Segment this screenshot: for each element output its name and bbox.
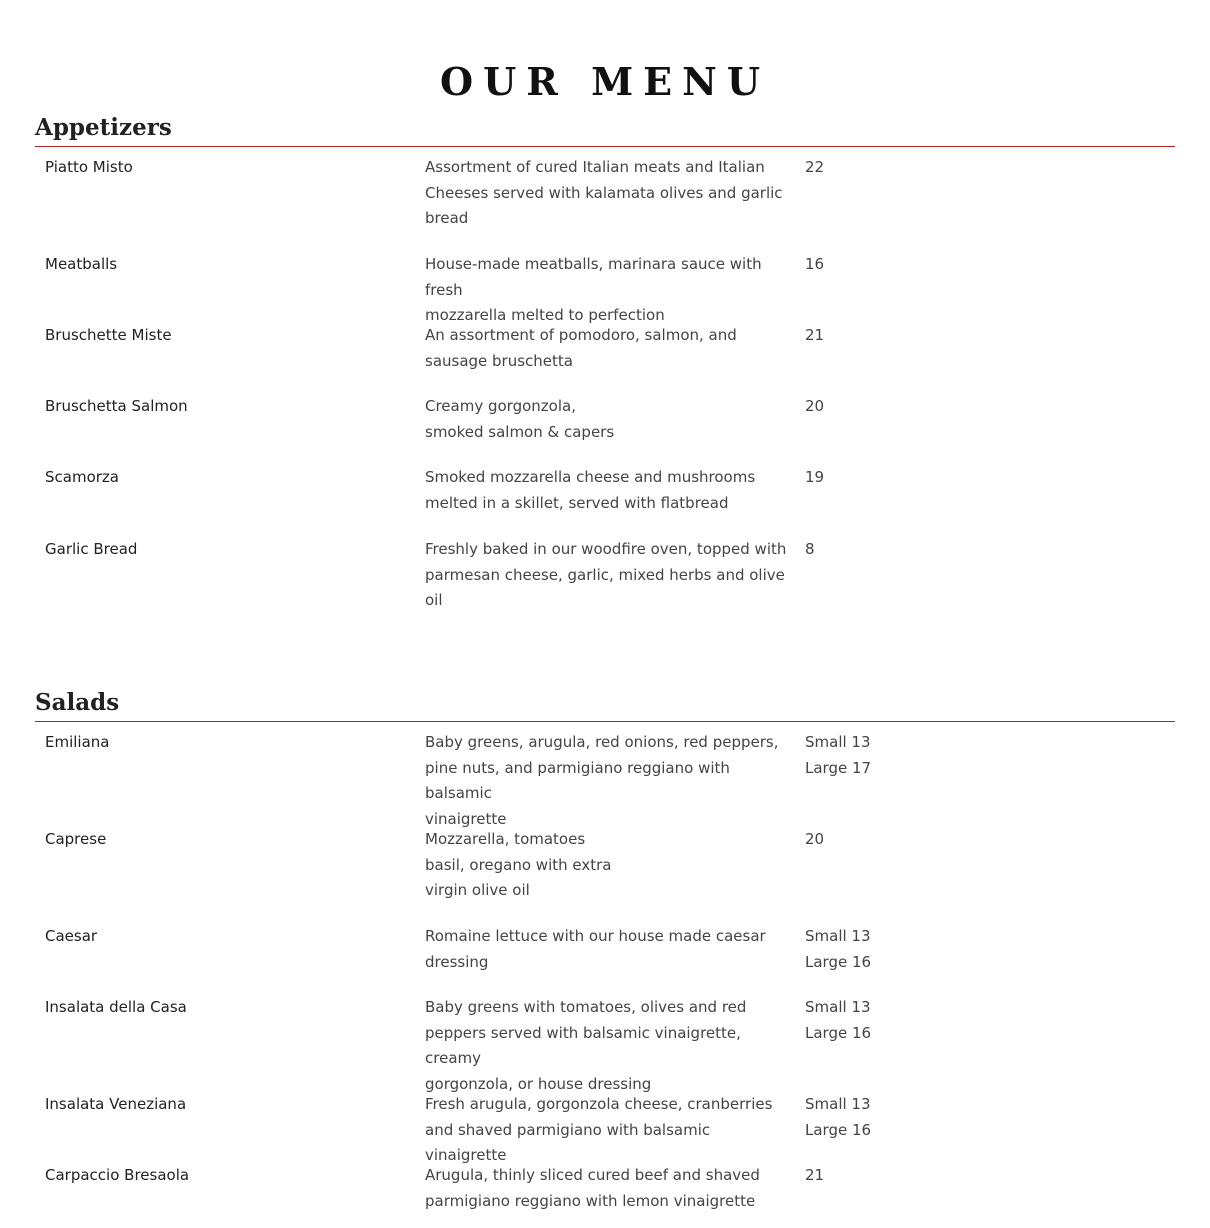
- item-description: Romaine lettuce with our house made caesar dressing: [425, 927, 766, 971]
- section-salads: [35, 687, 1175, 1210]
- item-name: Insalata della Casa: [45, 998, 187, 1016]
- item-name: Meatballs: [45, 255, 118, 273]
- item-description: Mozzarella, tomatoes basil, oregano with extra virgin olive oil: [425, 830, 612, 899]
- item-name: Insalata Veneziana: [45, 1095, 187, 1113]
- item-name: Bruschette Miste: [45, 326, 172, 344]
- item-name: Piatto Misto: [45, 158, 133, 176]
- item-name: Caprese: [45, 830, 107, 848]
- item-price: Small 13 Large 16: [805, 927, 872, 971]
- item-price: 21: [805, 326, 825, 344]
- item-price: Small 13 Large 16: [805, 1095, 872, 1139]
- item-name: Emiliana: [45, 733, 110, 751]
- item-description: House-made meatballs, marinara sauce with fresh mozzarella melted to perfection: [425, 255, 762, 324]
- item-name: Carpaccio Bresaola: [45, 1166, 190, 1184]
- item-description: Assortment of cured Italian meats and Italian Cheeses served with kalamata olives and garlic bread: [425, 158, 783, 227]
- item-price: 16: [805, 255, 825, 273]
- item-description: Smoked mozzarella cheese and mushrooms melted in a skillet, served with flatbread: [425, 468, 756, 512]
- item-price: 20: [805, 830, 825, 848]
- section-appetizers: [35, 112, 1175, 609]
- item-price: 8: [805, 540, 815, 558]
- item-name: Bruschetta Salmon: [45, 397, 188, 415]
- item-description: Freshly baked in our woodfire oven, topped with parmesan cheese, garlic, mixed herbs and olive oil: [425, 540, 787, 609]
- item-name: Scamorza: [45, 468, 119, 486]
- item-name: Garlic Bread: [45, 540, 138, 558]
- section-heading: Appetizers: [35, 112, 1175, 147]
- item-description: Fresh arugula, gorgonzola cheese, cranberries and shaved parmigiano with balsamic vinaigrette: [425, 1095, 773, 1164]
- item-description: Baby greens with tomatoes, olives and red peppers served with balsamic vinaigrette, creamy gorgonzola, or house dressing: [425, 998, 747, 1093]
- item-description: An assortment of pomodoro, salmon, and sausage bruschetta: [425, 326, 737, 370]
- item-price: 22: [805, 158, 825, 176]
- item-price: 19: [805, 468, 825, 486]
- item-description: Baby greens, arugula, red onions, red peppers, pine nuts, and parmigiano reggiano with balsamic vinaigrette: [425, 733, 779, 828]
- item-price: 20: [805, 397, 825, 415]
- item-description: Arugula, thinly sliced cured beef and shaved parmigiano reggiano with lemon vinaigrette: [425, 1166, 760, 1210]
- item-price: 21: [805, 1166, 825, 1184]
- item-name: Caesar: [45, 927, 98, 945]
- item-description: Creamy gorgonzola, smoked salmon & capers: [425, 397, 615, 441]
- section-heading: Salads: [35, 687, 1175, 722]
- item-price: Small 13 Large 17: [805, 733, 872, 777]
- page-title: OUR MENU: [440, 59, 770, 105]
- item-price: Small 13 Large 16: [805, 998, 872, 1042]
